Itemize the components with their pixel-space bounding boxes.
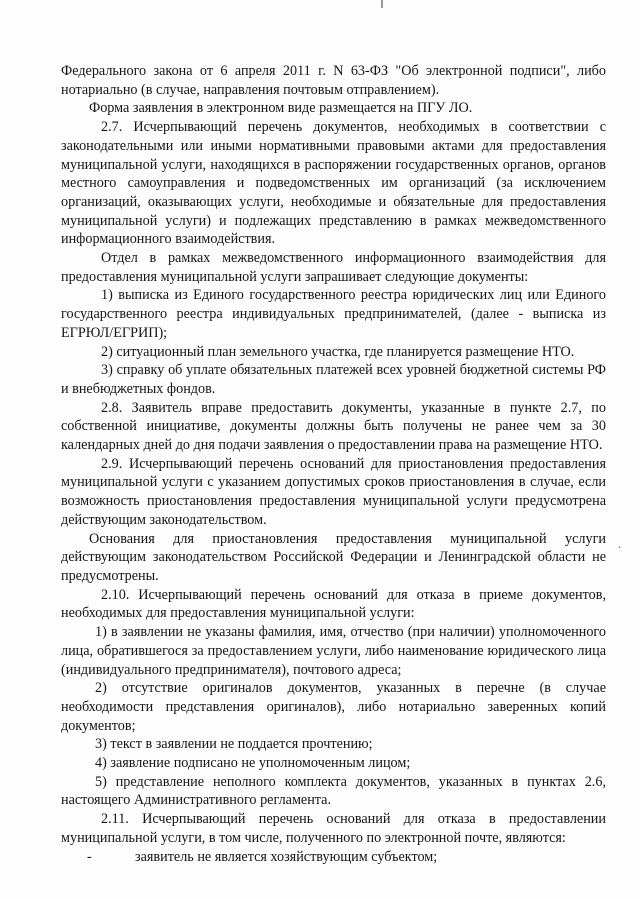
bullet-marker: - xyxy=(87,848,92,865)
paragraph-refusal-5: 5) представление неполного комплекта документов, указанных в пунктах 2.6, настоящего Административного регламента. xyxy=(61,773,606,809)
scan-edge-mark xyxy=(381,0,383,8)
bullet-item xyxy=(61,848,606,867)
paragraph-refusal-4: 4) заявление подписано не уполномоченным лицом; xyxy=(95,755,411,772)
paragraph-federal-law: Федерального закона от 6 апреля 2011 г. N 63-ФЗ "Об электронной подписи", либо нотариально (в случае, направления почтовым отправлением). xyxy=(61,63,606,98)
paragraph-item-3-certificate: 3) справку об уплате обязательных платежей всех уровней бюджетной системы РФ и внебюджетных фондов. xyxy=(61,362,606,397)
paragraph-2-9: 2.9. Исчерпывающий перечень оснований для приостановления предоставления муниципальной услуги с указанием допустимых сроков приостановления в случае, если возможность приостановления предоставления муниципальной услуги предусмотрена действующим законодательством. xyxy=(61,455,606,528)
paragraph-refusal-1: 1) в заявлении не указаны фамилия, имя, отчество (при наличии) уполномоченного лица, обратившегося за предоставлением услуги, либо наименование юридического лица (индивидуального предпринимателя), почтового адреса; xyxy=(61,624,606,678)
paragraph-refusal-2: 2) отсутствие оригиналов документов, указанных в перечне (в случае необходимости представления оригиналов), либо нотариально заверенных копий документов; xyxy=(61,680,606,734)
paragraph-2-7: 2.7. Исчерпывающий перечень документов, необходимых в соответствии с законодательными или иными нормативными правовыми актами для предоставления муниципальной услуги, находящихся в распоряжении государственных органов, органов местного самоуправления и подведомственных им организаций (за исключением организаций, оказывающих услуги, необходимые и обязательные для предоставления муниципальной услуги) и подлежащих представлению в рамках межведомственного информационного взаимодействия. xyxy=(61,119,606,248)
paragraph-refusal-3: 3) текст в заявлении не поддается прочтению; xyxy=(95,736,373,753)
paragraph-suspension-grounds: Основания для приостановления предоставления муниципальной услуги действующим законодательством Российской Федерации и Ленинградской области не предусмотрены. xyxy=(61,530,606,584)
paragraph-item-1-egrul: 1) выписка из Единого государственного реестра юридических лиц или Единого государственного реестра индивидуальных предпринимателей, (далее - выписка из ЕГРЮЛ/ЕГРИП); xyxy=(61,287,606,341)
paragraph-department: Отдел в рамках межведомственного информационного взаимодействия для предоставления муниципальной услуги запрашивает следующие документы: xyxy=(61,250,606,285)
paragraph-form: Форма заявления в электронном виде размещается на ПГУ ЛО. xyxy=(89,100,473,117)
bullet-text: заявитель не является хозяйствующим субъектом; xyxy=(135,848,438,865)
paragraph-2-8: 2.8. Заявитель вправе предоставить документы, указанные в пункте 2.7, по собственной инициативе, документы должны быть получены не ранее чем за 30 календарных дней до дня подачи заявления о предоставлении права на размещение НТО. xyxy=(61,399,606,454)
paragraph-2-11: 2.11. Исчерпывающий перечень оснований для отказа в предоставлении муниципальной услуги, в том числе, полученного по электронной почте, являются: xyxy=(61,811,606,846)
paragraph-2-10: 2.10. Исчерпывающий перечень оснований для отказа в приеме документов, необходимых для предоставления муниципальной услуги: xyxy=(61,586,606,622)
document-body xyxy=(61,62,606,866)
paragraph-item-2-plan: 2) ситуационный план земельного участка, где планируется размещение НТО. xyxy=(101,343,575,360)
margin-mark: . xyxy=(618,537,621,551)
